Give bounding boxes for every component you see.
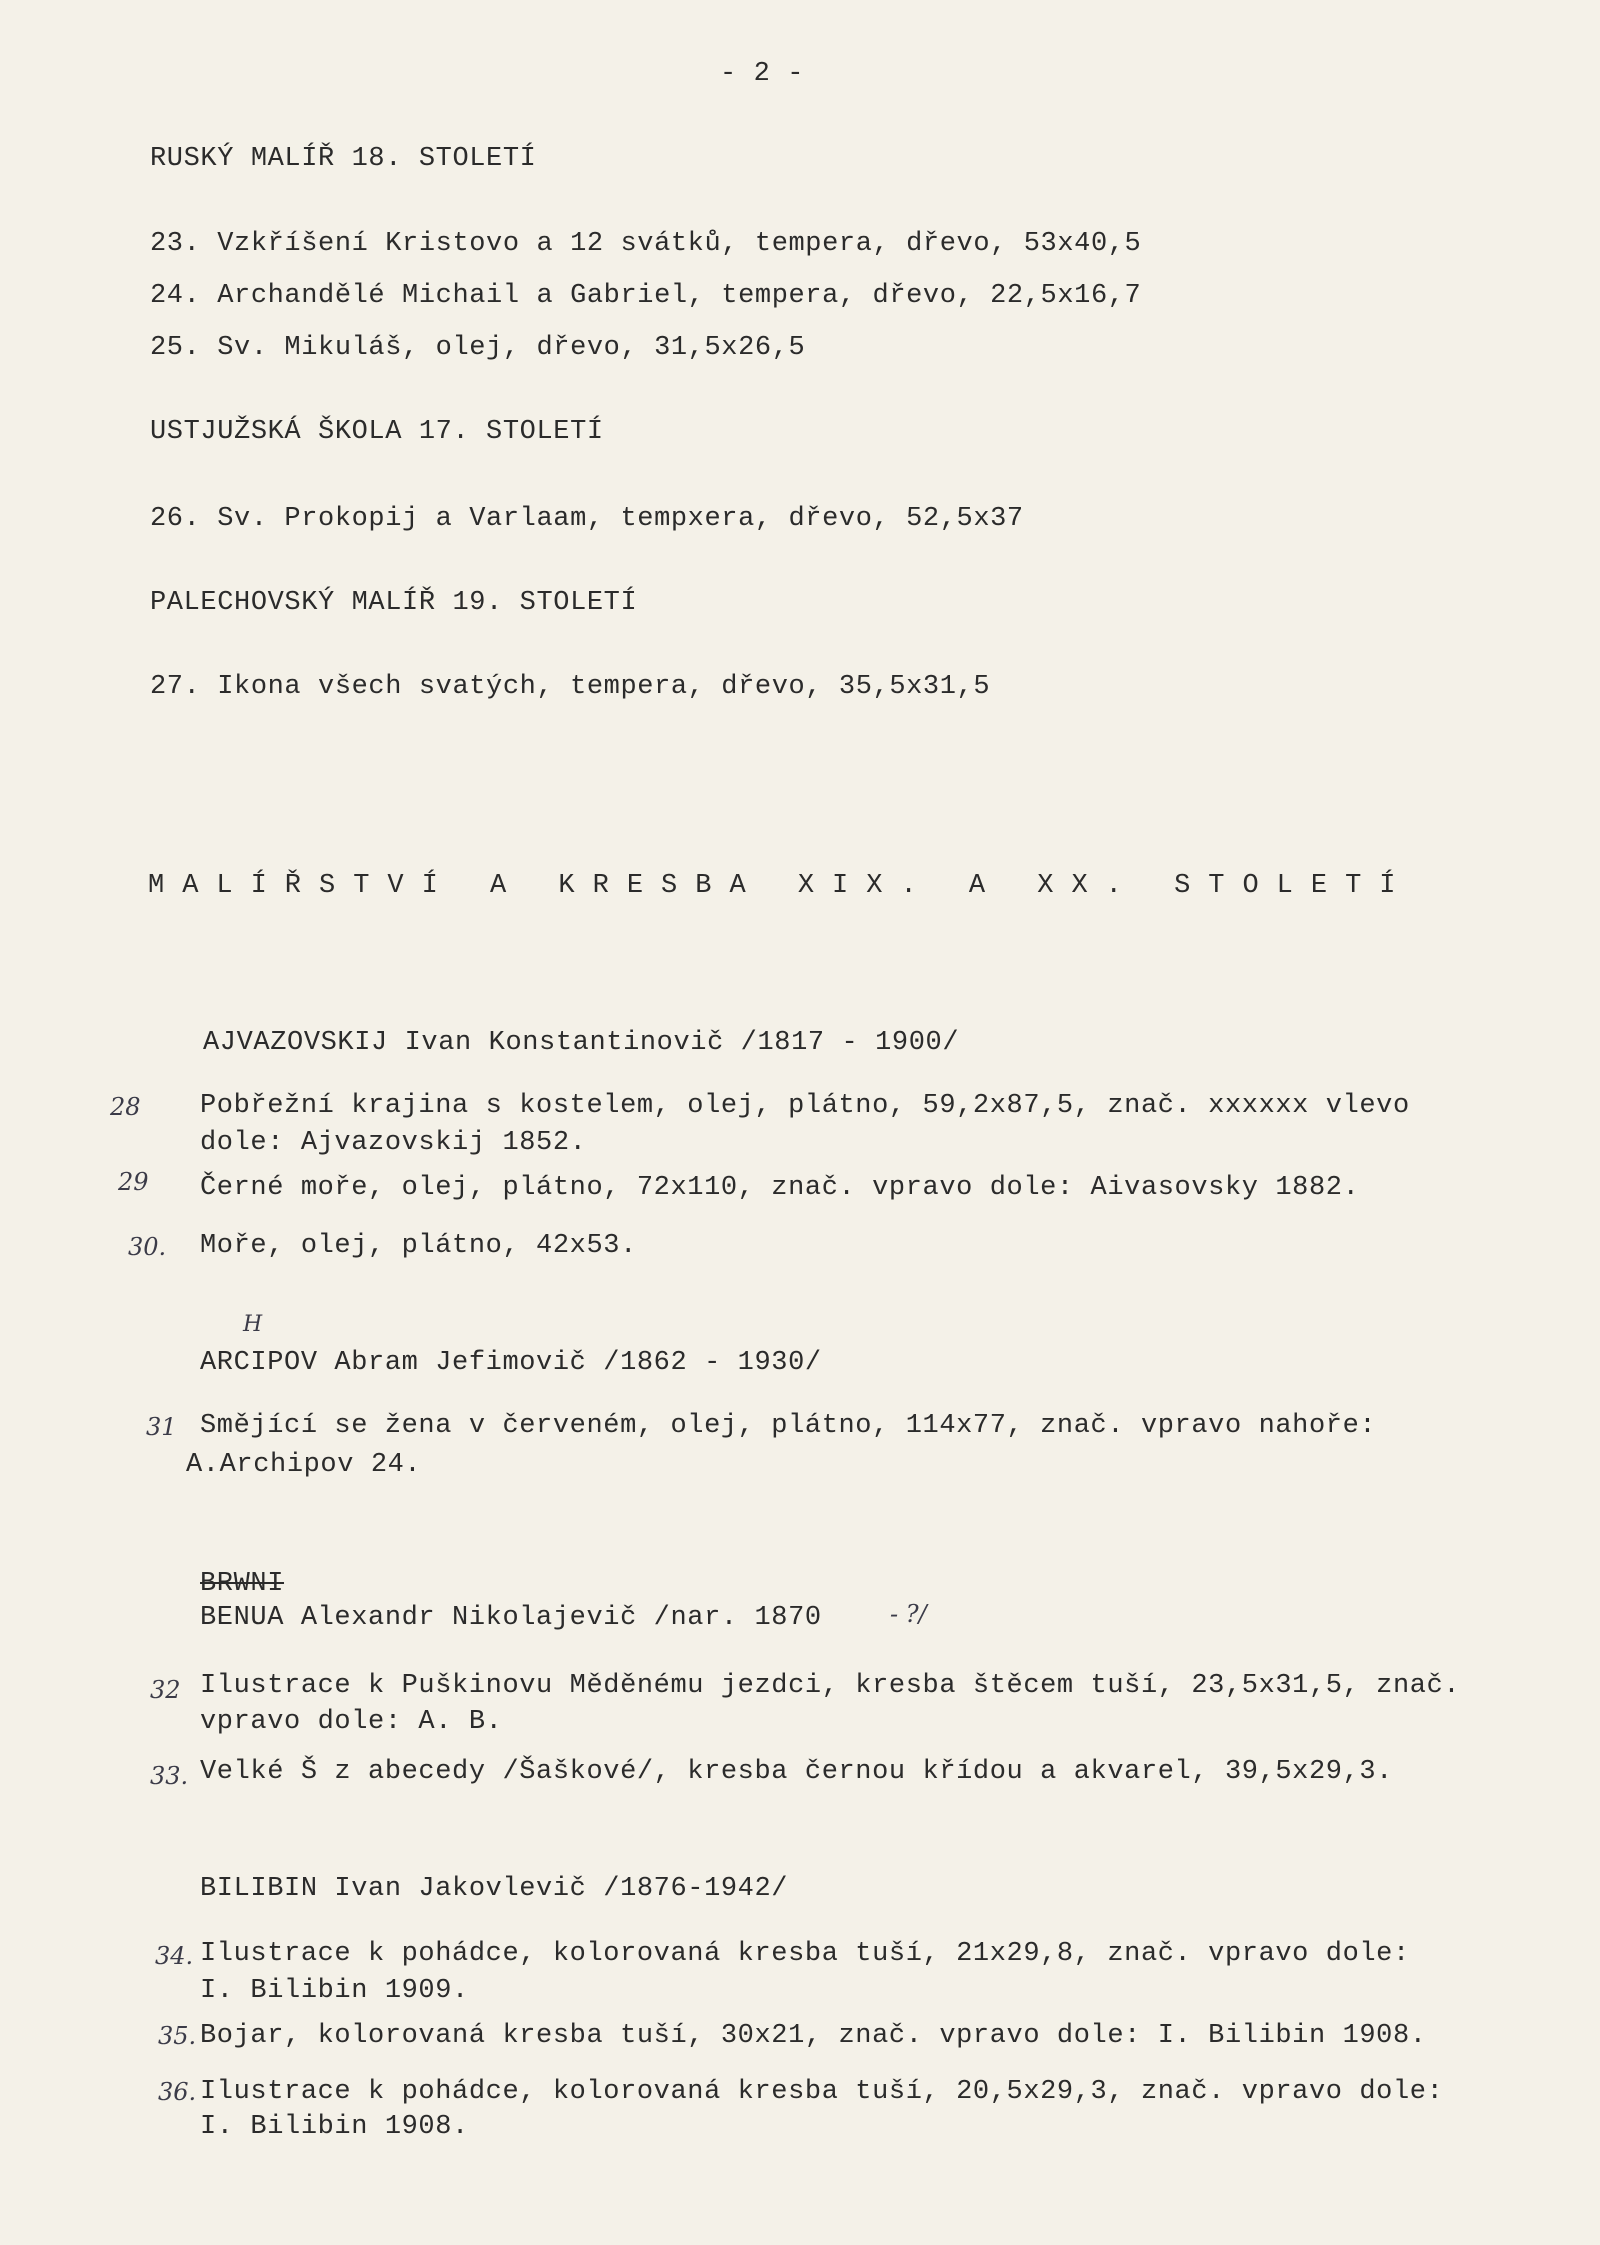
work-33: Velké Š z abecedy /Šaškové/, kresba černou křídou a akvarel, 39,5x29,3. [200,1757,1393,1787]
work-28-line2: dole: Ajvazovskij 1852. [200,1128,587,1158]
entry-25: 25. Sv. Mikuláš, olej, dřevo, 31,5x26,5 [150,333,806,363]
section-heading-ustjug-school: USTJUŽSKÁ ŠKOLA 17. STOLETÍ [150,417,604,447]
handwritten-correction-h: H [243,1312,263,1337]
handwritten-number-30: 30. [128,1233,167,1261]
handwritten-number-32: 32 [150,1676,181,1704]
handwritten-number-35: 35. [158,2022,197,2050]
main-section-heading: MALÍŘSTVÍ A KRESBA XIX. A XX. STOLETÍ [148,871,1414,901]
handwritten-number-34: 34. [155,1942,194,1970]
artist-benua: BENUA Alexandr Nikolajevič /nar. 1870 [200,1603,822,1633]
section-heading-palech-painter: PALECHOVSKÝ MALÍŘ 19. STOLETÍ [150,588,638,618]
entry-23: 23. Vzkříšení Kristovo a 12 svátků, tempera, dřevo, 53x40,5 [150,229,1142,259]
page-number: - 2 - [720,59,805,89]
work-30: Moře, olej, plátno, 42x53. [200,1231,637,1261]
work-35: Bojar, kolorovaná kresba tuší, 30x21, znač. vpravo dole: I. Bilibin 1908. [200,2021,1427,2051]
struck-typed-text: BRWNI [200,1569,285,1599]
entry-26: 26. Sv. Prokopij a Varlaam, tempxera, dřevo, 52,5x37 [150,504,1024,534]
artist-ajvazovskij: AJVAZOVSKIJ Ivan Konstantinovič /1817 - 1900/ [203,1028,960,1058]
work-28-line1: Pobřežní krajina s kostelem, olej, plátno, 59,2x87,5, znač. xxxxxx vlevo [200,1091,1410,1121]
entry-27: 27. Ikona všech svatých, tempera, dřevo, 35,5x31,5 [150,672,991,702]
handwritten-date-note: - ?/ [890,1600,927,1628]
work-34-line1: Ilustrace k pohádce, kolorovaná kresba tuší, 21x29,8, znač. vpravo dole: [200,1939,1410,1969]
entry-24: 24. Archandělé Michail a Gabriel, tempera, dřevo, 22,5x16,7 [150,281,1142,311]
handwritten-number-36: 36. [158,2078,197,2106]
work-34-line2: I. Bilibin 1909. [200,1976,469,2006]
artist-arcipov: ARCIPOV Abram Jefimovič /1862 - 1930/ [200,1348,822,1378]
work-36-line1: Ilustrace k pohádce, kolorovaná kresba tuší, 20,5x29,3, znač. vpravo dole: [200,2077,1444,2107]
work-31-line2: A.Archipov 24. [186,1450,422,1480]
work-31-line1: Smějící se žena v červeném, olej, plátno, 114x77, znač. vpravo nahoře: [200,1411,1377,1441]
handwritten-number-31: 31 [146,1413,177,1441]
work-36-line2: I. Bilibin 1908. [200,2112,469,2142]
section-heading-russian-painter: RUSKÝ MALÍŘ 18. STOLETÍ [150,144,537,174]
artist-bilibin: BILIBIN Ivan Jakovlevič /1876-1942/ [200,1874,789,1904]
work-32-line1: Ilustrace k Puškinovu Měděnému jezdci, kresba štěcem tuší, 23,5x31,5, znač. [200,1671,1461,1701]
work-32-line2: vpravo dole: A. B. [200,1707,503,1737]
handwritten-number-28: 28 [110,1093,141,1121]
handwritten-number-29: 29 [118,1168,149,1196]
work-29: Černé moře, olej, plátno, 72x110, znač. vpravo dole: Aivasovsky 1882. [200,1173,1360,1203]
handwritten-number-33: 33. [150,1762,189,1790]
